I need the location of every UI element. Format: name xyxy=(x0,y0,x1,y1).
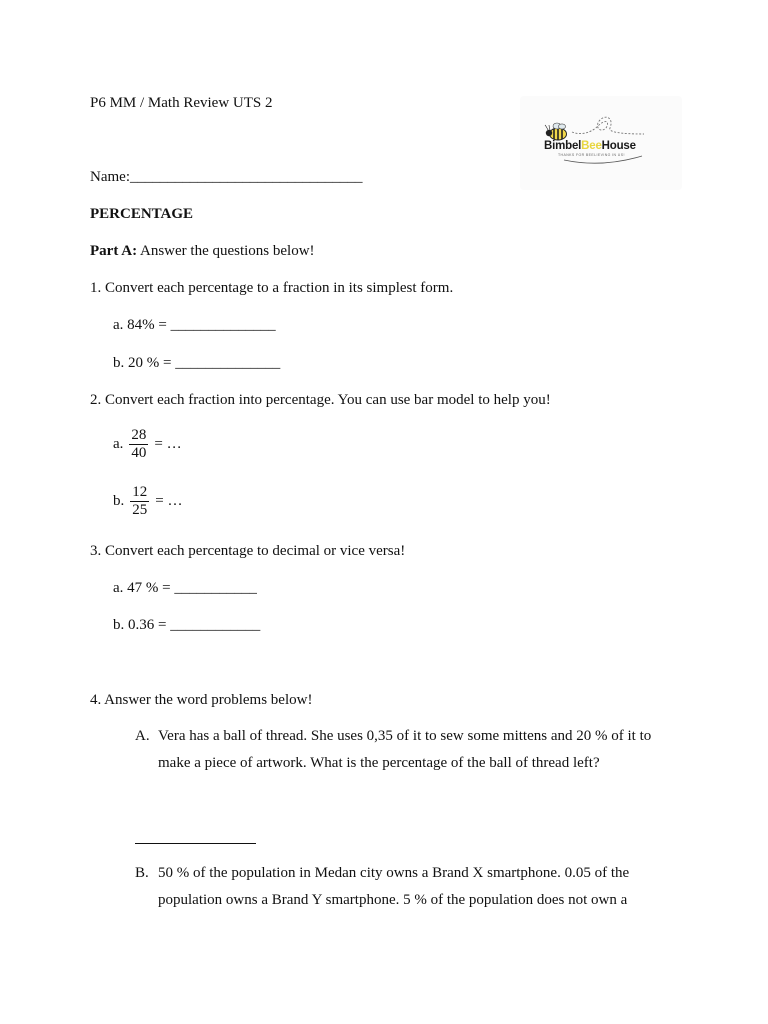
word-problem-b xyxy=(135,860,675,914)
bimbel-bee-house-logo xyxy=(520,96,682,190)
question-4-prompt: 4. Answer the word problems below! xyxy=(90,692,313,708)
question-3a: a. 47 % = ___________ xyxy=(113,580,257,596)
fraction-2b-numerator: 12 xyxy=(132,484,148,500)
question-2b-label: b. xyxy=(113,493,125,509)
question-3-prompt: 3. Convert each percentage to decimal or vice versa! xyxy=(90,543,406,559)
name-field xyxy=(90,167,362,187)
section-title: PERCENTAGE xyxy=(90,206,194,222)
question-1b: b. 20 % = ______________ xyxy=(113,355,281,371)
question-2a-label: a. xyxy=(113,436,124,452)
answer-line-a xyxy=(135,843,256,844)
name-blank: _______________________________ xyxy=(129,169,363,185)
question-1a: a. 84% = ______________ xyxy=(113,317,276,333)
word-problem-b-label: B. xyxy=(135,865,149,881)
fraction-2b-denominator: 25 xyxy=(132,502,148,518)
question-3b: b. 0.36 = ____________ xyxy=(113,617,261,633)
part-a-heading xyxy=(90,241,315,261)
question-2a xyxy=(113,427,182,462)
fraction-2a xyxy=(129,427,148,462)
course-title: P6 MM / Math Review UTS 2 xyxy=(90,95,273,111)
word-problem-a-label: A. xyxy=(135,728,150,744)
word-problem-a xyxy=(135,723,675,777)
fraction-2b xyxy=(130,484,149,519)
word-problem-a-text: Vera has a ball of thread. She uses 0,35 of it to sew some mittens and 20 % of it to make a piece of artwork. What is the percentage of the ball of thread left? xyxy=(158,728,652,771)
question-2-prompt: 2. Convert each fraction into percentage. You can use bar model to help you! xyxy=(90,392,551,408)
part-a-instruction: Answer the questions below! xyxy=(137,243,315,259)
question-2b xyxy=(113,484,182,519)
question-2a-answer: = … xyxy=(154,436,182,452)
word-problem-b-text: 50 % of the population in Medan city owns a Brand X smartphone. 0.05 of the population owns a Brand Y smartphone. 5 % of the population does not own a xyxy=(158,865,630,908)
part-a-label: Part A: xyxy=(90,243,138,259)
logo-wordmark: BimbelBeeHouse xyxy=(544,140,636,152)
fraction-2a-numerator: 28 xyxy=(131,427,147,443)
fraction-2a-denominator: 40 xyxy=(131,445,147,461)
logo-tagline: THANKS FOR BEELIEVING IN US! xyxy=(558,153,625,157)
question-1-prompt: 1. Convert each percentage to a fraction in its simplest form. xyxy=(90,280,454,296)
name-label: Name: xyxy=(90,169,130,185)
question-2b-answer: = … xyxy=(155,493,183,509)
